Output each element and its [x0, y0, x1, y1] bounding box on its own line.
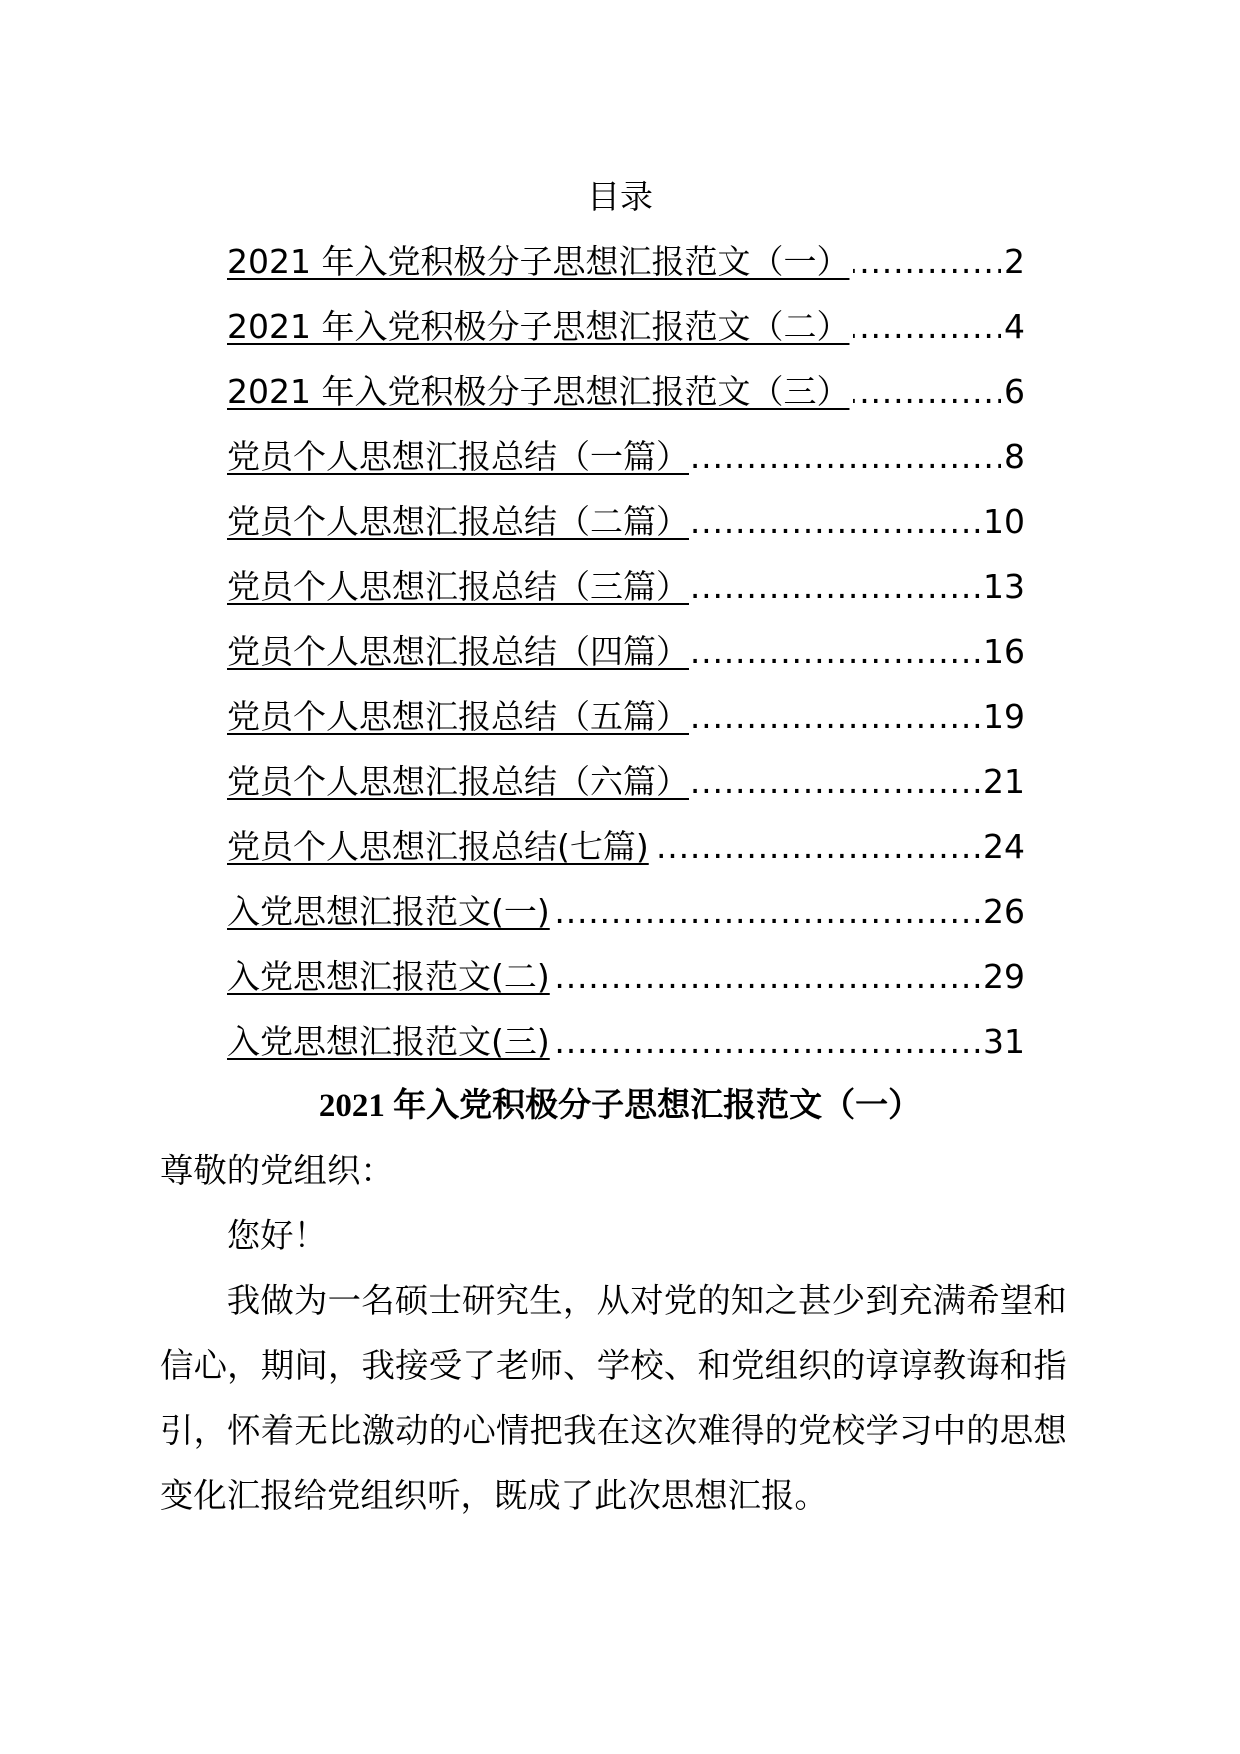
toc-entry-8[interactable]: [227, 684, 1025, 749]
toc-entry-6[interactable]: [227, 554, 1025, 619]
toc-title: 目录: [587, 177, 653, 216]
toc-entry-page-number: 26: [980, 879, 1025, 944]
toc-entry-9[interactable]: [227, 749, 1025, 814]
salutation: 尊敬的党组织：: [160, 1153, 394, 1190]
toc-entry-page-number: 31: [980, 1009, 1025, 1074]
toc-entry-1[interactable]: [227, 229, 1025, 294]
toc-entry-5[interactable]: [227, 489, 1025, 554]
toc-entry-page-number: 16: [980, 619, 1025, 684]
toc-entry-page-number: 8: [1001, 424, 1025, 489]
toc-entry-3[interactable]: [227, 359, 1025, 424]
toc-entry-title[interactable]: 2021 年入党积极分子思想汇报范文（三）: [227, 372, 853, 411]
toc-entry-page-number: 10: [980, 489, 1025, 554]
toc-entry-page-number: 24: [980, 814, 1025, 879]
toc-entry-page-number: 19: [980, 684, 1025, 749]
toc-entry-title[interactable]: 2021 年入党积极分子思想汇报范文（二）: [227, 307, 853, 346]
toc-entry-title[interactable]: 党员个人思想汇报总结（三篇）: [227, 567, 693, 606]
toc-entry-7[interactable]: [227, 619, 1025, 684]
toc-entry-page-number: 6: [1001, 359, 1025, 424]
toc-entry-title[interactable]: 党员个人思想汇报总结(七篇): [227, 827, 653, 866]
greeting: 您好！: [226, 1218, 327, 1255]
toc-entry-title[interactable]: 党员个人思想汇报总结（六篇）: [227, 762, 693, 801]
toc-entry-title[interactable]: 党员个人思想汇报总结（四篇）: [227, 632, 693, 671]
toc-entry-10[interactable]: [227, 814, 1025, 879]
article-heading: 2021 年入党积极分子思想汇报范文（一）: [318, 1088, 922, 1124]
toc-entry-11[interactable]: [227, 879, 1025, 944]
toc-entry-page-number: 21: [980, 749, 1025, 814]
toc-entry-page-number: 13: [980, 554, 1025, 619]
toc-entry-page-number: 2: [1001, 229, 1025, 294]
toc-entry-title[interactable]: 党员个人思想汇报总结（一篇）: [227, 437, 693, 476]
toc-entry-4[interactable]: [227, 424, 1025, 489]
toc-entry-title[interactable]: 2021 年入党积极分子思想汇报范文（一）: [227, 242, 853, 281]
toc-entry-title[interactable]: 入党思想汇报范文(三): [227, 1022, 554, 1061]
toc-entry-page-number: 4: [1001, 294, 1025, 359]
toc-entry-title[interactable]: 党员个人思想汇报总结（五篇）: [227, 697, 693, 736]
toc-entry-page-number: 29: [980, 944, 1025, 1009]
toc-entry-12[interactable]: [227, 944, 1025, 1009]
toc-entry-title[interactable]: 入党思想汇报范文(二): [227, 957, 554, 996]
document-content: [160, 164, 1080, 1529]
toc-entry-title[interactable]: 入党思想汇报范文(一): [227, 892, 554, 931]
body-paragraph: 我做为一名硕士研究生，从对党的知之甚少到充满希望和信心，期间，我接受了老师、学校、和党组织的谆谆教诲和指引，怀着无比激动的心情把我在这次难得的党校学习中的思想变化汇报给党组织听，既成了此次思想汇报。: [160, 1283, 1067, 1515]
toc-entry-2[interactable]: [227, 294, 1025, 359]
table-of-contents: [227, 229, 1025, 1074]
toc-entry-title[interactable]: 党员个人思想汇报总结（二篇）: [227, 502, 693, 541]
toc-entry-13[interactable]: [227, 1009, 1025, 1074]
